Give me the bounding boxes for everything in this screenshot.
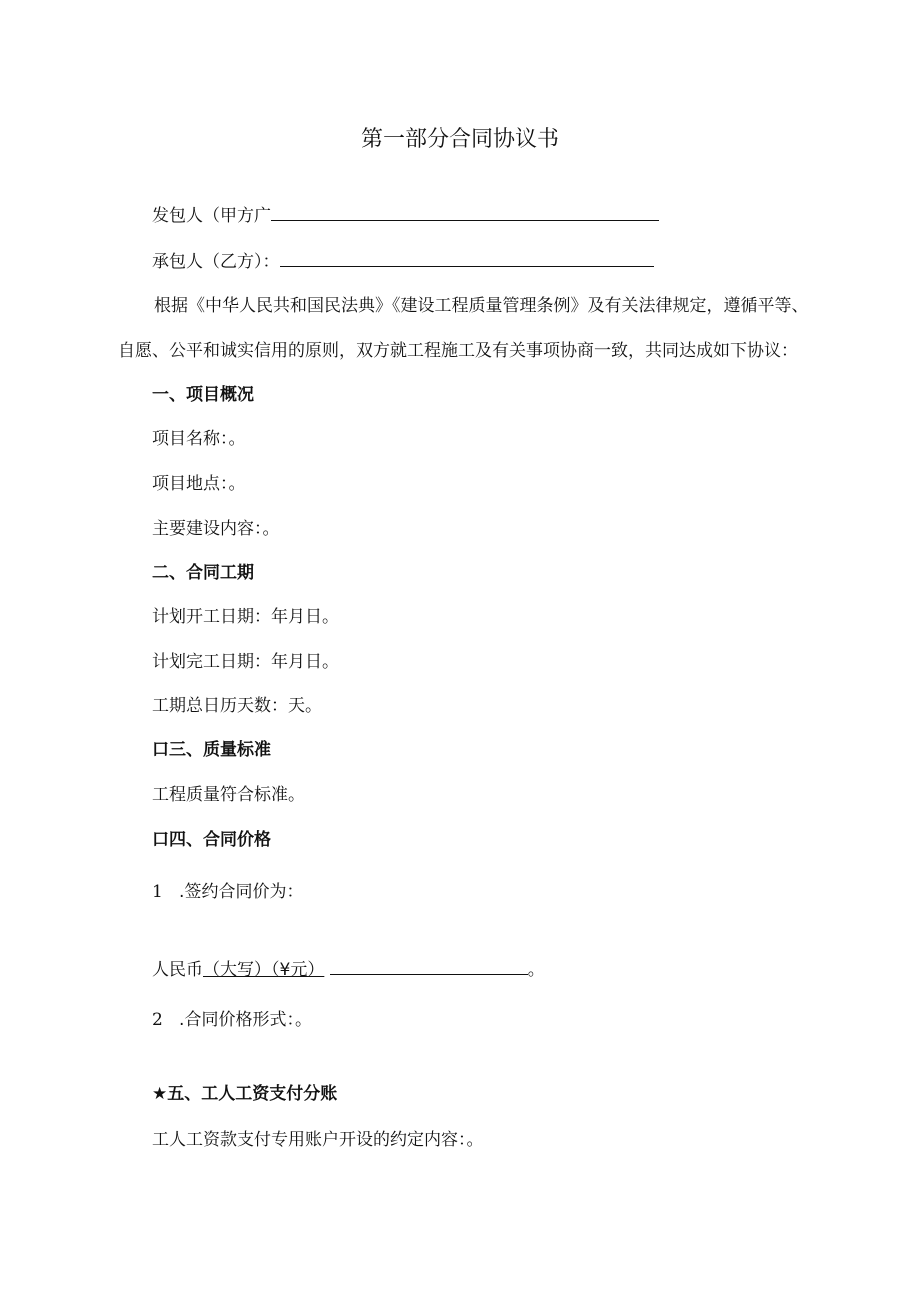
section-4-heading: 口四、合同价格 bbox=[152, 830, 271, 850]
rmb-underlined: （大写）（¥元） bbox=[203, 960, 325, 980]
party-a-label: 发包人（甲方广 bbox=[152, 206, 271, 226]
contract-price-item-1 bbox=[152, 881, 303, 903]
party-b-row bbox=[152, 249, 654, 273]
section-5-heading: ★五、工人工资支付分账 bbox=[152, 1084, 338, 1104]
section-2-heading: 二、合同工期 bbox=[152, 563, 254, 583]
quality-standard: 工程质量符合标准。 bbox=[152, 785, 305, 805]
rmb-blank bbox=[330, 957, 528, 975]
page-title: 第一部分合同协议书 bbox=[360, 127, 559, 152]
total-calendar-days: 工期总日历天数：天。 bbox=[152, 696, 322, 716]
project-content: 主要建设内容：。 bbox=[152, 519, 280, 539]
party-a-row bbox=[152, 203, 659, 227]
rmb-prefix: 人民币 bbox=[152, 960, 203, 980]
item-2-number: 2 bbox=[152, 1010, 163, 1030]
item-1-number: 1 bbox=[152, 882, 163, 902]
party-a-blank bbox=[271, 203, 659, 221]
section-1-heading: 一、项目概况 bbox=[152, 385, 254, 405]
intro-line-1: 根据《中华人民共和国民法典》《建设工程质量管理条例》及有关法律规定，遵循平等、 bbox=[154, 296, 809, 316]
party-b-blank bbox=[280, 249, 654, 267]
contract-price-item-2 bbox=[152, 1009, 312, 1031]
wage-account-content: 工人工资款支付专用账户开设的约定内容：。 bbox=[152, 1130, 484, 1150]
party-b-label: 承包人（乙方）： bbox=[152, 252, 280, 272]
item-1-text: .签约合同价为： bbox=[179, 882, 304, 902]
planned-start-date: 计划开工日期：年月日。 bbox=[152, 607, 339, 627]
section-3-heading: 口三、质量标准 bbox=[152, 740, 271, 760]
intro-line-2: 自愿、公平和诚实信用的原则，双方就工程施工及有关事项协商一致，共同达成如下协议： bbox=[118, 341, 798, 361]
project-name: 项目名称：。 bbox=[152, 429, 246, 449]
rmb-row bbox=[152, 957, 545, 981]
project-location: 项目地点：。 bbox=[152, 474, 246, 494]
rmb-suffix: 。 bbox=[527, 960, 545, 980]
planned-end-date: 计划完工日期：年月日。 bbox=[152, 652, 339, 672]
item-2-text: .合同价格形式：。 bbox=[179, 1010, 312, 1030]
